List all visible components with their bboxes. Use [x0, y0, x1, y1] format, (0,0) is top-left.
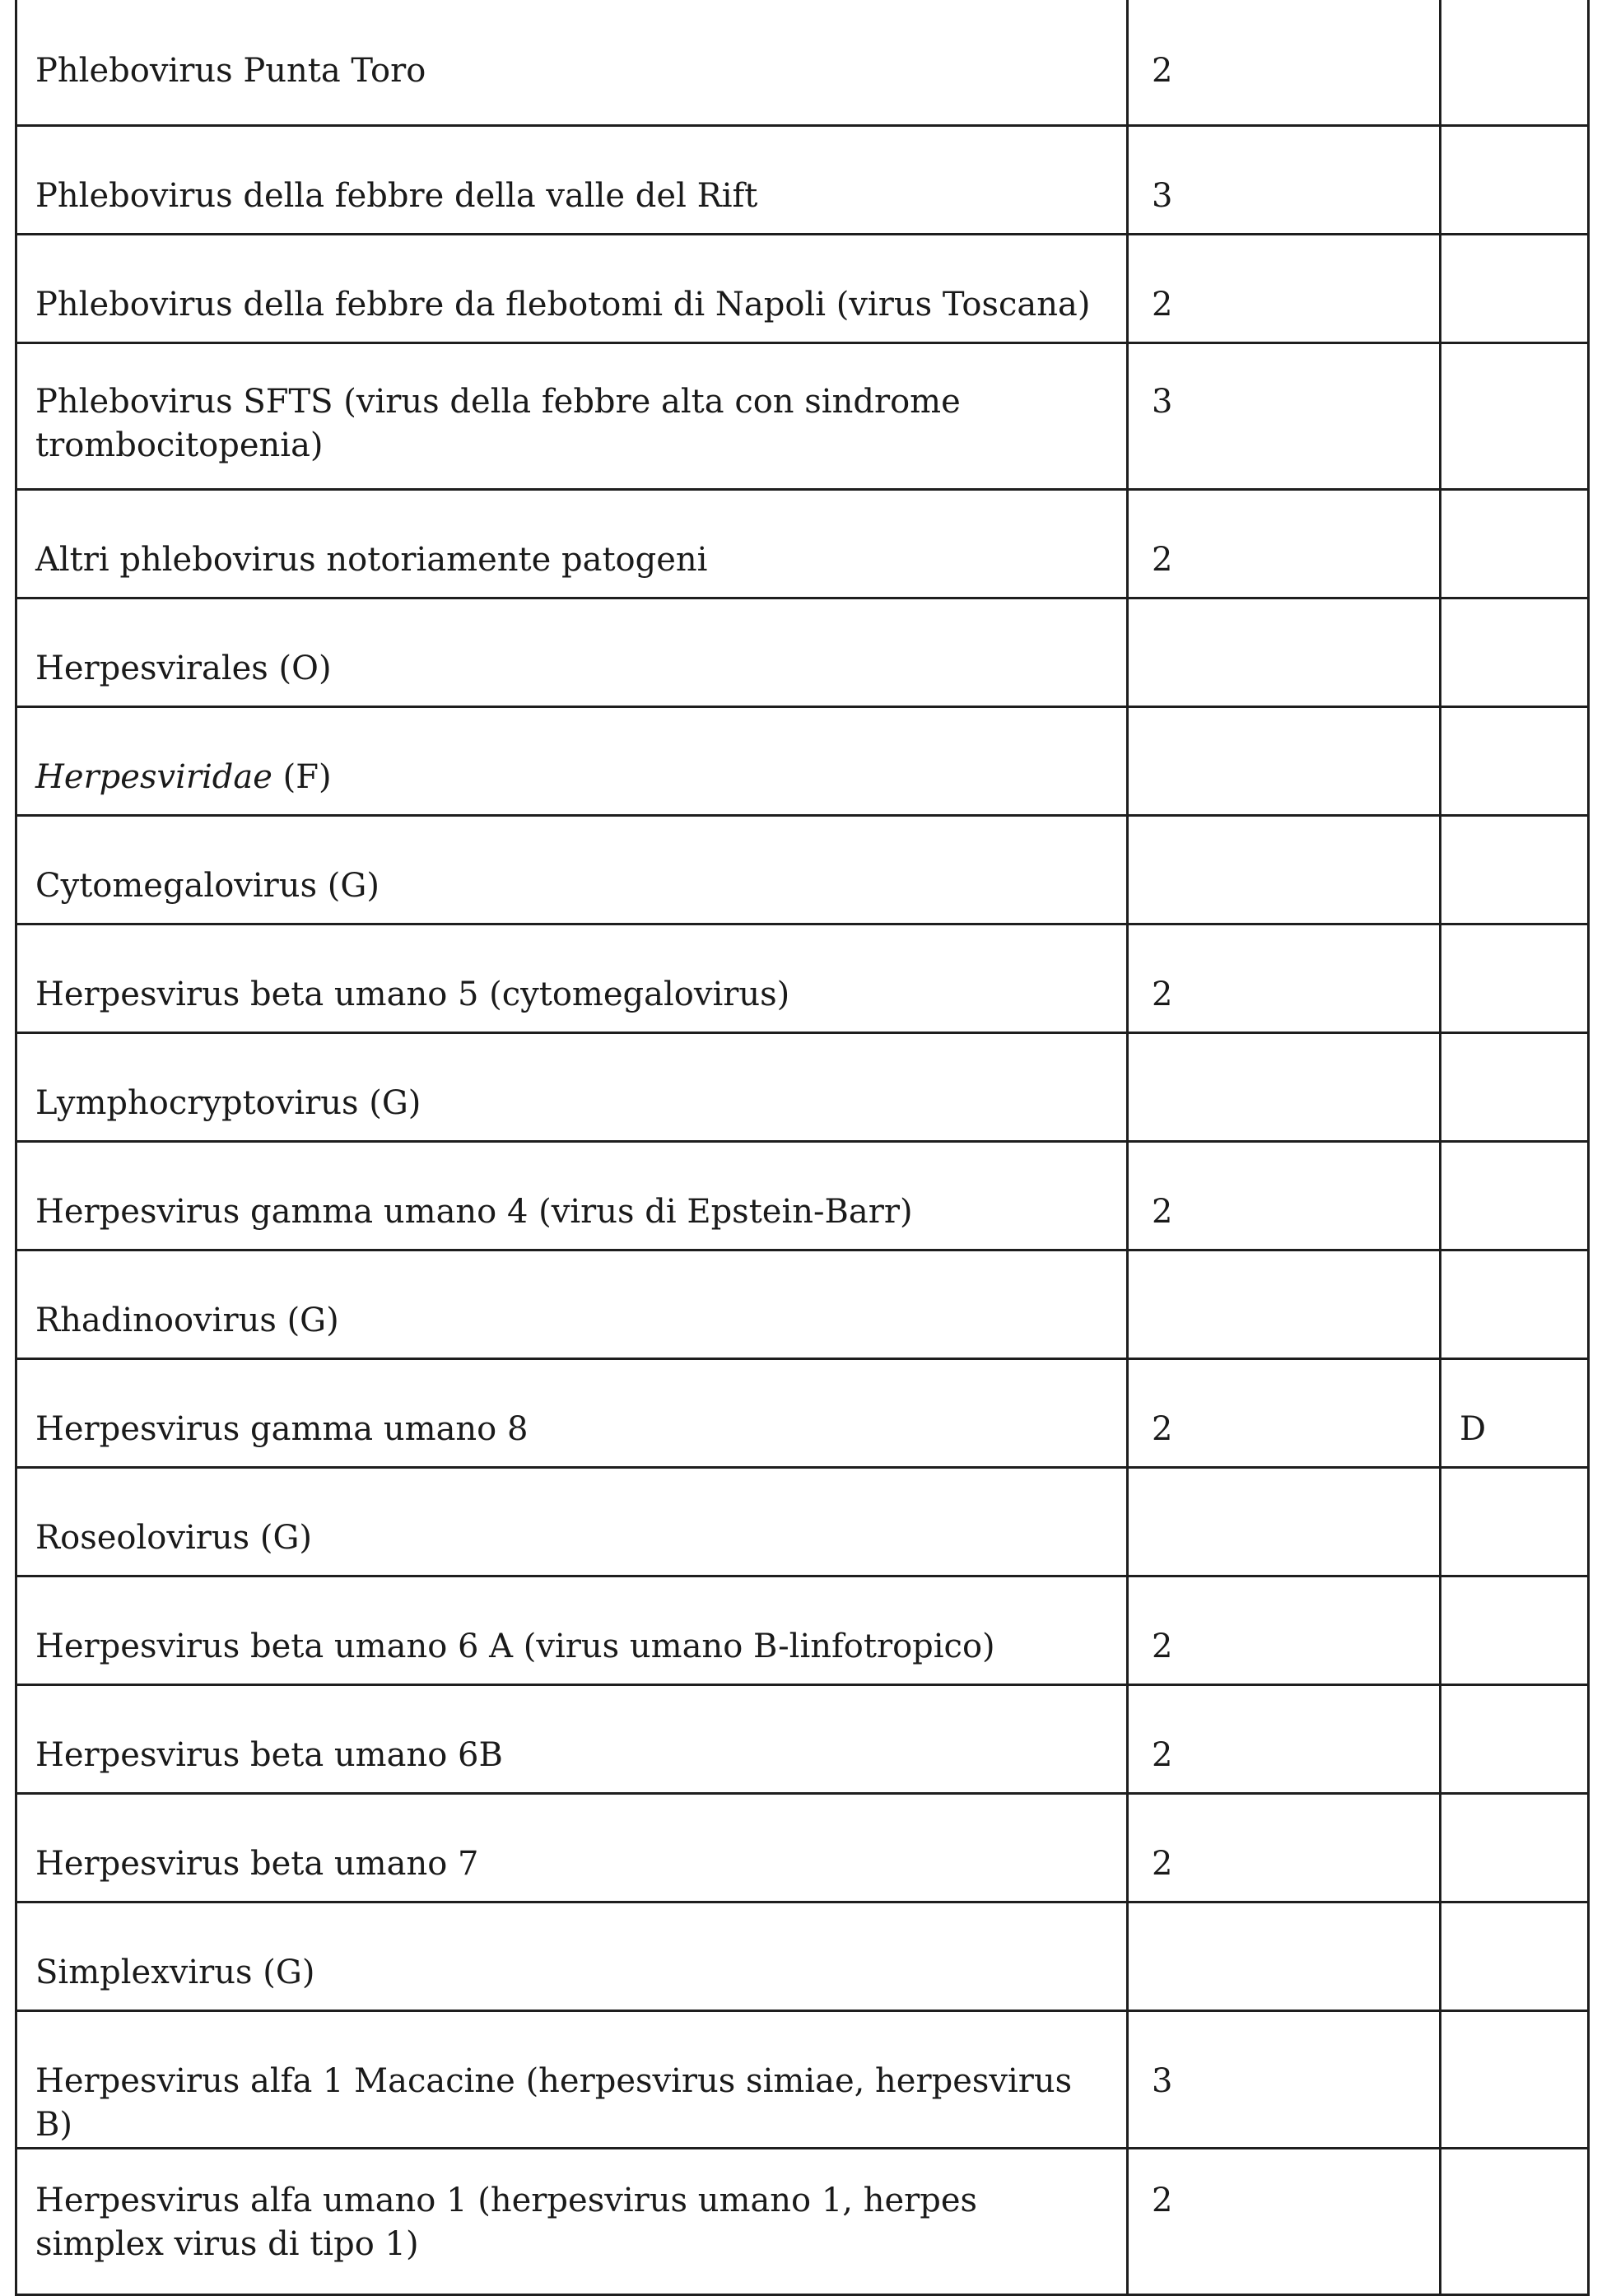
- rank-suffix: (F): [272, 757, 332, 796]
- agent-name-cell: Altri phlebovirus notoriamente patogeni: [16, 489, 1128, 598]
- notes-cell: D: [1441, 1358, 1589, 1467]
- notes-cell: [1441, 2010, 1589, 2148]
- risk-group-cell: [1128, 1902, 1441, 2010]
- notes-cell: [1441, 1250, 1589, 1358]
- risk-group-cell: 2: [1128, 924, 1441, 1032]
- table-row: [16, 1467, 1589, 1576]
- table-row: [16, 2148, 1589, 2294]
- risk-group-cell: [1128, 1467, 1441, 1576]
- agent-name-cell: Phlebovirus SFTS (virus della febbre alta con sindrome trombocitopenia): [16, 342, 1128, 489]
- risk-group-cell: 2: [1128, 0, 1441, 125]
- table-row: [16, 1902, 1589, 2010]
- table-row: [16, 1684, 1589, 1793]
- agent-name-cell: Cytomegalovirus (G): [16, 815, 1128, 924]
- table-row: [16, 125, 1589, 234]
- table-row: [16, 2010, 1589, 2148]
- agent-name-cell: Herpesvirus beta umano 7: [16, 1793, 1128, 1902]
- notes-cell: [1441, 234, 1589, 342]
- table-row: [16, 706, 1589, 815]
- table-row: [16, 1141, 1589, 1250]
- notes-cell: [1441, 706, 1589, 815]
- notes-cell: [1441, 1576, 1589, 1684]
- notes-cell: [1441, 342, 1589, 489]
- risk-group-cell: 3: [1128, 125, 1441, 234]
- notes-cell: [1441, 2148, 1589, 2294]
- risk-group-cell: 2: [1128, 1141, 1441, 1250]
- agent-name-cell: Phlebovirus Punta Toro: [16, 0, 1128, 125]
- notes-cell: [1441, 1141, 1589, 1250]
- notes-cell: [1441, 125, 1589, 234]
- risk-group-cell: [1128, 815, 1441, 924]
- agent-name-cell: Herpesvirus beta umano 6 A (virus umano B-linfotropico): [16, 1576, 1128, 1684]
- agent-name-cell: Herpesvirus beta umano 5 (cytomegalovirus): [16, 924, 1128, 1032]
- risk-group-cell: [1128, 1250, 1441, 1358]
- notes-cell: [1441, 0, 1589, 125]
- risk-group-cell: 2: [1128, 1684, 1441, 1793]
- risk-group-cell: 2: [1128, 1793, 1441, 1902]
- risk-group-cell: 3: [1128, 342, 1441, 489]
- risk-group-cell: [1128, 706, 1441, 815]
- agent-name-cell: Roseolovirus (G): [16, 1467, 1128, 1576]
- table-row: [16, 815, 1589, 924]
- notes-cell: [1441, 598, 1589, 706]
- agent-name-cell: Herpesvirus gamma umano 8: [16, 1358, 1128, 1467]
- notes-cell: [1441, 815, 1589, 924]
- risk-group-cell: 2: [1128, 489, 1441, 598]
- notes-cell: [1441, 1902, 1589, 2010]
- notes-cell: [1441, 1684, 1589, 1793]
- table-row: [16, 0, 1589, 125]
- risk-group-cell: 2: [1128, 234, 1441, 342]
- agent-name-cell: [16, 706, 1128, 815]
- risk-group-cell: 2: [1128, 1576, 1441, 1684]
- table-row: [16, 1358, 1589, 1467]
- table-row: [16, 342, 1589, 489]
- agent-name-cell: Phlebovirus della febbre della valle del Rift: [16, 125, 1128, 234]
- table-row: [16, 1032, 1589, 1141]
- agent-classification-table: [15, 0, 1590, 2296]
- notes-cell: [1441, 924, 1589, 1032]
- agent-name-cell: Herpesvirus alfa 1 Macacine (herpesvirus simiae, herpesvirus B): [16, 2010, 1128, 2148]
- table-row: [16, 1250, 1589, 1358]
- agent-name-cell: Herpesvirales (O): [16, 598, 1128, 706]
- agent-name-cell: Simplexvirus (G): [16, 1902, 1128, 2010]
- risk-group-cell: 2: [1128, 2148, 1441, 2294]
- agent-name-cell: Phlebovirus della febbre da flebotomi di Napoli (virus Toscana): [16, 234, 1128, 342]
- table-row: [16, 924, 1589, 1032]
- agent-name-cell: Lymphocryptovirus (G): [16, 1032, 1128, 1141]
- risk-group-cell: [1128, 1032, 1441, 1141]
- risk-group-cell: 3: [1128, 2010, 1441, 2148]
- notes-cell: [1441, 1467, 1589, 1576]
- table-row: [16, 598, 1589, 706]
- agent-name-cell: Herpesvirus alfa umano 1 (herpesvirus umano 1, herpes simplex virus di tipo 1): [16, 2148, 1128, 2294]
- table-row: [16, 1793, 1589, 1902]
- notes-cell: [1441, 1793, 1589, 1902]
- notes-cell: [1441, 1032, 1589, 1141]
- family-name-italic: Herpesviridae: [35, 757, 272, 796]
- table-row: [16, 234, 1589, 342]
- table-row: [16, 489, 1589, 598]
- table-row: [16, 1576, 1589, 1684]
- risk-group-cell: [1128, 598, 1441, 706]
- agent-name-cell: Herpesvirus beta umano 6B: [16, 1684, 1128, 1793]
- risk-group-cell: 2: [1128, 1358, 1441, 1467]
- notes-cell: [1441, 489, 1589, 598]
- agent-name-cell: Herpesvirus gamma umano 4 (virus di Epstein-Barr): [16, 1141, 1128, 1250]
- agent-name-cell: Rhadinoovirus (G): [16, 1250, 1128, 1358]
